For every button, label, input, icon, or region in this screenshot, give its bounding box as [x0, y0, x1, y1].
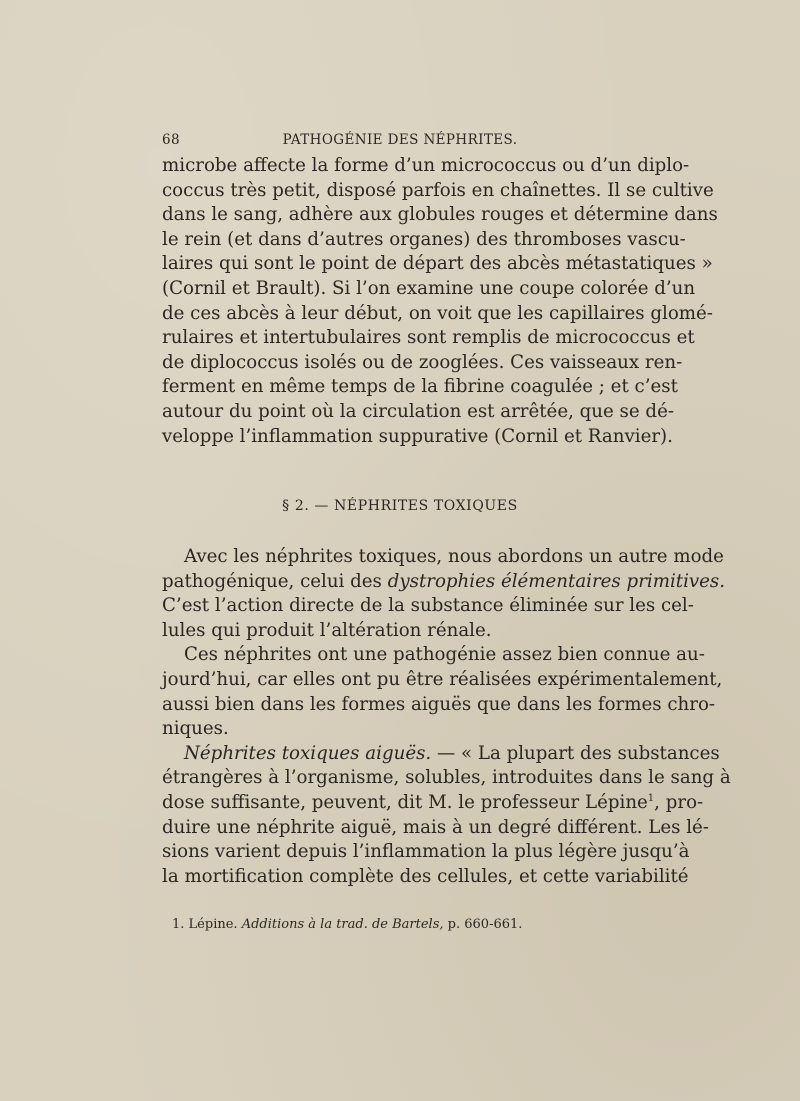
text-span: pathogénique, celui des [162, 570, 388, 592]
italic-subheading: Néphrites toxiques aiguës. [184, 742, 432, 764]
text-line: la mortification complète des cellules, et cette variabilité [162, 865, 689, 887]
italic-term: dystrophies élémentaires primitives. [387, 570, 726, 592]
text-line: (Cornil et Brault). Si l’on examine une coupe colorée d’un [162, 277, 696, 299]
footnote-title: Additions à la trad. de Bartels, [241, 917, 444, 932]
text-line: de diplococcus isolés ou de zooglées. Ces vaisseaux ren- [162, 351, 683, 373]
text-line: aussi bien dans les formes aiguës que dans les formes chro- [162, 693, 716, 715]
text-line: duire une néphrite aiguë, mais à un degré différent. Les lé- [162, 816, 709, 838]
running-title: PATHOGÉNIE DES NÉPHRITES. [282, 132, 518, 148]
section-heading: § 2. — NÉPHRITES TOXIQUES [282, 498, 518, 514]
text-line: microbe affecte la forme d’un micrococcus ou d’un diplo- [162, 155, 690, 176]
text-line: ferment en même temps de la fibrine coagulée ; et c’est [162, 376, 678, 398]
footnote-number: 1. [172, 917, 185, 932]
running-head [162, 132, 638, 152]
body-text-section-2 [162, 545, 731, 889]
text-line: jourd’hui, car elles ont pu être réalisées expérimentalement, [162, 668, 723, 690]
text-line: autour du point où la circulation est arrêtée, que se dé- [162, 400, 674, 422]
text-line: C’est l’action directe de la substance éliminée sur les cel- [162, 595, 694, 617]
text-line: étrangères à l’organisme, solubles, introduites dans le sang à [162, 767, 731, 789]
text-span: dose suffisante, peuvent, dit M. le professeur Lépine [162, 791, 648, 813]
footnote-reference: 1 [647, 792, 655, 804]
text-line: laires qui sont le point de départ des abcès métastatiques » [162, 253, 713, 275]
text-span: , pro- [654, 791, 704, 813]
text-line: rulaires et intertubulaires sont remplis de micrococcus et [162, 327, 695, 349]
text-line: Ces néphrites ont une pathogénie assez bien connue au- [184, 644, 705, 666]
text-line: veloppe l’inflammation suppurative (Cornil et Ranvier). [162, 425, 673, 447]
text-line: Avec les néphrites toxiques, nous abordons un autre mode [184, 546, 724, 567]
text-line: coccus très petit, disposé parfois en chaînettes. Il se cultive [162, 179, 714, 201]
text-span: — « La plupart des substances [431, 742, 720, 764]
footnote-author: Lépine. [188, 917, 238, 932]
text-line: dans le sang, adhère aux globules rouges et détermine dans [162, 204, 718, 226]
text-line: niques. [162, 718, 229, 740]
text-line: lules qui produit l’altération rénale. [162, 619, 492, 641]
paragraph-continued [162, 154, 718, 449]
footnote [162, 916, 638, 934]
footnote-pages: p. 660-661. [447, 917, 523, 932]
text-line: sions varient depuis l’inflammation la plus légère jusqu’à [162, 841, 690, 863]
text-line [162, 742, 720, 767]
text-line: de ces abcès à leur début, on voit que les capillaires glomé- [162, 302, 713, 324]
page-number: 68 [162, 132, 180, 148]
text-line [162, 570, 726, 595]
text-line [162, 791, 704, 816]
text-line: le rein (et dans d’autres organes) des thromboses vascu- [162, 228, 686, 250]
